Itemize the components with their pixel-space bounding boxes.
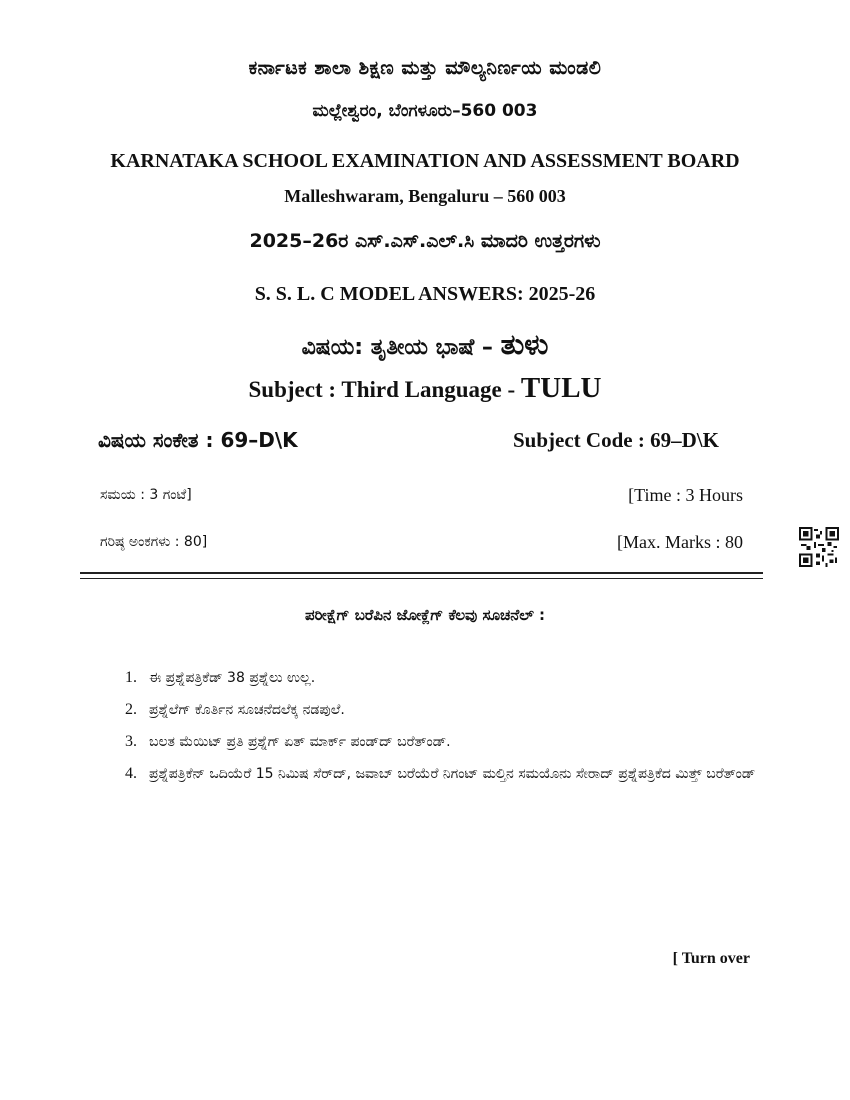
- subject-line-english: [0, 372, 850, 405]
- subject-line-kannada: [0, 328, 850, 362]
- board-address-kannada: ಮಲ್ಲೇಶ್ವರಂ, ಬೆಂಗಳೂರು–560 003: [312, 101, 538, 121]
- instructions-list: [125, 668, 765, 801]
- list-item: [125, 668, 765, 688]
- board-name-kannada: ಕರ್ನಾಟಕ ಶಾಲಾ ಶಿಕ್ಷಣ ಮತ್ತು ಮೌಲ್ಯನಿರ್ಣಯ ಮಂಡಲಿ: [248, 57, 602, 79]
- time-kannada: ಸಮಯ : 3 ಗಂಟೆ]: [100, 487, 192, 503]
- subject-code-english: Subject Code : 69–D\K: [513, 428, 719, 452]
- list-item-text: ಪ್ರಶ್ನೆಲೆಗ್ ಕೊರ್ತಿನ ಸೂಚನೆದಲೆಕ್ಕ ನಡಪುಲೆ.: [149, 702, 345, 718]
- list-item: [125, 732, 765, 752]
- subject-name-kannada: ತುಳು: [500, 328, 549, 361]
- list-item-number: 2.: [125, 701, 137, 718]
- divider-bottom: [80, 578, 763, 579]
- list-item-number: 3.: [125, 733, 137, 750]
- subject-prefix-english: Subject : Third Language -: [248, 377, 516, 402]
- divider-top: [80, 572, 763, 574]
- board-address-english: Malleshwaram, Bengaluru – 560 003: [284, 186, 566, 206]
- list-item-number: 1.: [125, 669, 137, 686]
- subject-code-kannada: ವಿಷಯ ಸಂಕೇತ : 69–D\K: [98, 428, 298, 452]
- list-item-text: ಬಲತ ಮೆಯಿಟ್ ಪ್ರತಿ ಪ್ರಶ್ನೆಗ್ ಏತ್ ಮಾರ್ಕ್ ಪಂಡ್‌ದ್ ಬರೆತ್ಂಡ್.: [149, 734, 451, 750]
- list-item-number: 4.: [125, 765, 137, 782]
- subject-name-english: TULU: [520, 372, 602, 404]
- turn-over-label: [ Turn over: [672, 950, 750, 967]
- subject-prefix-kannada: ವಿಷಯ: ತೃತೀಯ ಭಾಷೆ –: [301, 335, 493, 360]
- list-item-text: ಪ್ರಶ್ನೆಪತ್ರಿಕೆನ್ ಒದಿಯೆರೆ 15 ನಿಮಿಷ ಸೆರ್‌ದ್, ಜವಾಬ್ ಬರೆಯೆರೆ ನಿಗಂಟ್ ಮಲ್ತಿನ ಸಮಯೊನು ಸೇರಾದ್ ಪ್ರಶ್ನೆಪತ್ರಿಕೆದ ಮಿತ್ತ್ ಬರೆತ್ಂಡ್: [149, 766, 756, 782]
- list-item: [125, 764, 765, 789]
- max-marks-english: [Max. Marks : 80: [617, 532, 743, 552]
- list-item-text: ಈ ಪ್ರಶ್ನೆಪತ್ರಿಕೆಡ್ 38 ಪ್ರಶ್ನೆಲು ಉಲ್ಲ.: [149, 670, 316, 686]
- board-name-english: KARNATAKA SCHOOL EXAMINATION AND ASSESSMENT BOARD: [110, 150, 740, 172]
- qr-code-icon: [799, 527, 839, 567]
- model-answers-title-english: S. S. L. C MODEL ANSWERS: 2025-26: [254, 283, 596, 305]
- time-english: [Time : 3 Hours: [628, 485, 743, 505]
- model-answers-title-kannada: 2025–26ರ ಎಸ್.ಎಸ್.ಎಲ್.ಸಿ ಮಾದರಿ ಉತ್ತರಗಳು: [249, 230, 601, 252]
- list-item: [125, 700, 765, 720]
- max-marks-kannada: ಗರಿಷ್ಠ ಅಂಕಗಳು : 80]: [100, 534, 208, 550]
- instructions-heading: ಪರೀಕ್ಷೆಗ್ ಬರೆಪಿನ ಜೋಕ್ಲೆಗ್ ಕೆಲವು ಸೂಚನೆಲ್ :: [304, 606, 546, 624]
